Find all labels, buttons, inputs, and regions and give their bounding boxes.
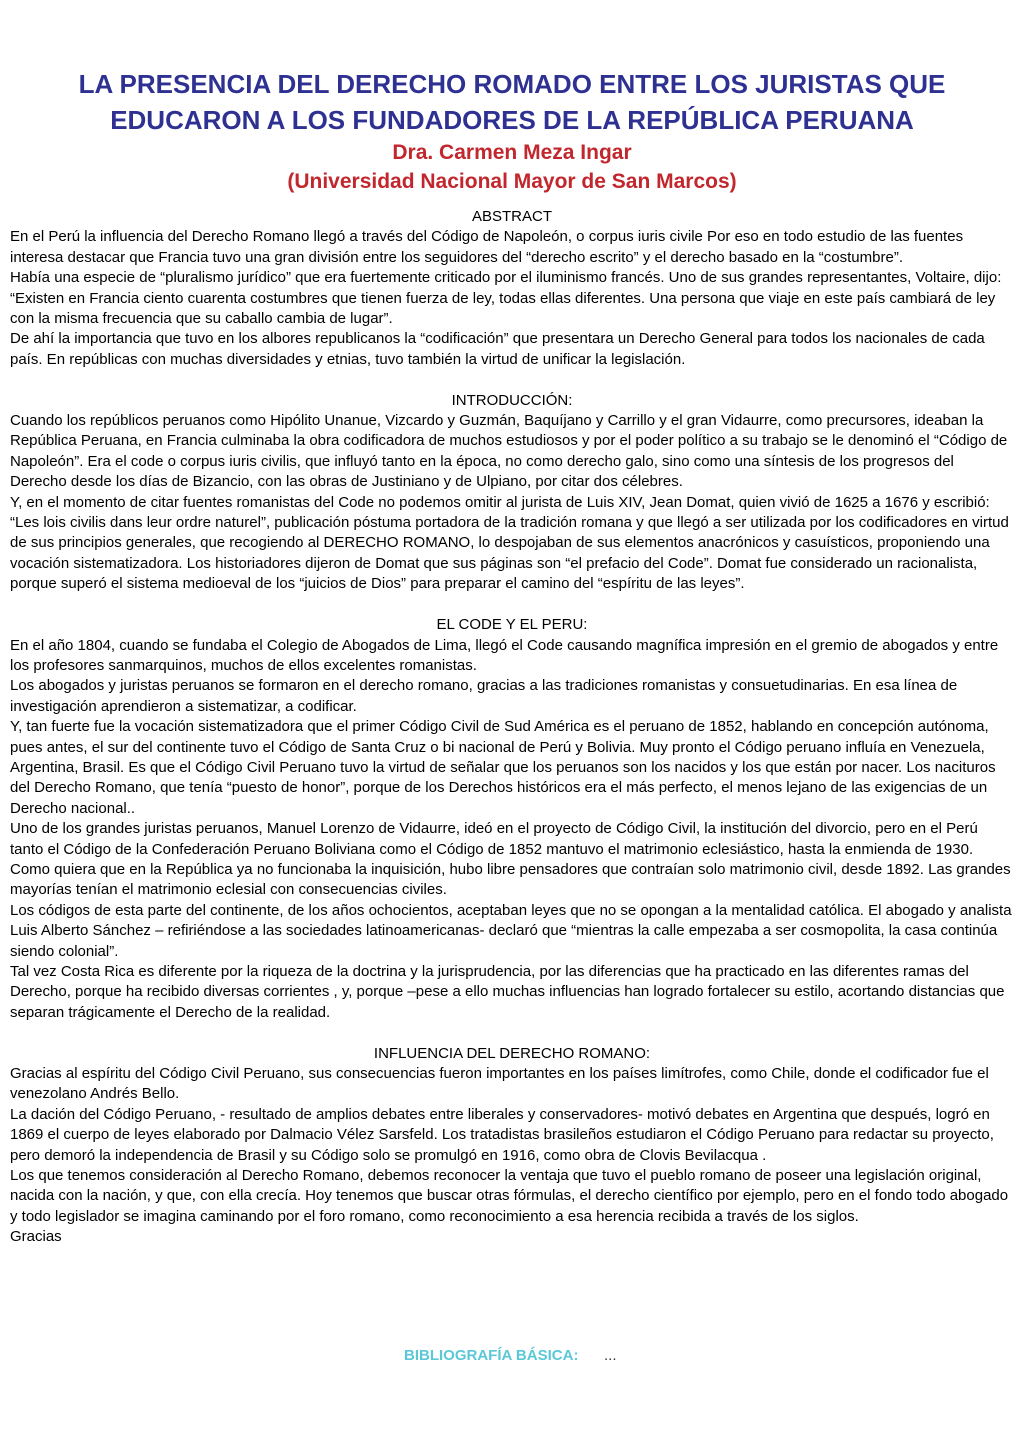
code-peru-paragraph: Los abogados y juristas peruanos se formaron en el derecho romano, gracias a las tradiciones romanistas y consuetudinarias. En esa línea de investigación aprendieron a sistematizar, a codificar. (10, 677, 958, 715)
code-peru-section (10, 615, 1014, 1023)
abstract-paragraph: De ahí la importancia que tuvo en los albores republicanos la “codificación” que presentara un Derecho General para todos los nacionales de cada país. En repúblicas con muchas diversidades y etnias, tuvo también la virtud de unificar la legislación. (10, 330, 985, 368)
code-peru-paragraph: Los códigos de esta parte del continente, de los años ochocientos, aceptaban leyes que no se opongan a la mentalidad católica. El abogado y analista Luis Alberto Sánchez – refiriéndose a las sociedades latinoamericanas- declaró que “mientras la calle empezaba a ser cosmopolita, la casa continúa siendo colonial”. (10, 901, 1012, 960)
code-peru-paragraph: Uno de los grandes juristas peruanos, Manuel Lorenzo de Vidaurre, ideó en el proyecto de Código Civil, la institución del divorcio, pero en el Perú tanto el Código de la Confederación Peruano Boliviana como el Código de 1852 mantuvo el matrimonio eclesiástico, hasta la enmienda de 1930. Como quiera que en la República ya no funcionaba la inquisición, hubo libre pensadores que contraían solo matrimonio civil, desde 1892. Las grandes mayorías tenían el matrimonio eclesial con consecuencias civiles. (10, 820, 1011, 899)
introduccion-paragraph: Cuando los repúblicos peruanos como Hipólito Unanue, Vizcardo y Guzmán, Baquíjano y Carrillo y el gran Vidaurre, como precursores, ideaban la República Peruana, en Francia culminaba la obra codificadora de muchos estudiosos y por el poder político a su trabajo se le denominó el “Código de Napoleón”. Era el code o corpus iuris civilis, que influyó tanto en la época, no como derecho galo, sino como una síntesis de los progresos del Derecho desde los días de Bizancio, con las obras de Justiniano y de Ulpiano, por citar dos célebres. (10, 412, 1008, 491)
code-peru-paragraph: Tal vez Costa Rica es diferente por la riqueza de la doctrina y la jurisprudencia, por las diferencias que ha practicado en las diferentes ramas del Derecho, porque ha recibido diversas corrientes , y, porque –pese a ello muchas influencias han logrado fortalecer su estilo, acortando distancias que separan trágicamente el Derecho de la realidad. (10, 963, 1005, 1021)
code-peru-paragraph: Y, tan fuerte fue la vocación sistematizadora que el primer Código Civil de Sud América es el peruano de 1852, hablando en concepción autónoma, pues antes, el sur del continente tuvo el Código de Santa Cruz o bi nacional de Perú y Bolivia. Muy pronto el Código peruano influía en Venezuela, Argentina, Brasil. Es que el Código Civil Peruano tuvo la virtud de señalar que los peruanos son los nacidos y los que están por nacer. Los nacituros del Derecho Romano, que tenía “puesto de honor”, porque de los Derechos históricos era el más perfecto, el menos lejano de las exigencias de un Derecho nacional.. (10, 718, 996, 817)
introduccion-heading: INTRODUCCIÓN: (451, 391, 573, 409)
influencia-paragraph: Los que tenemos consideración al Derecho Romano, debemos reconocer la ventaja que tuvo el pueblo romano de poseer una legislación original, nacida con la nación, y que, con ella crecía. Hoy tenemos que buscar otras fórmulas, el derecho científico por ejemplo, pero en el fondo todo abogado y todo legislador se imagina caminando por el foro romano, como reconocimiento a esa herencia recibida a través de los siglos. (10, 1167, 1009, 1225)
document-title: LA PRESENCIA DEL DERECHO ROMADO ENTRE LOS JURISTAS QUE EDUCARON A LOS FUNDADORES DE LA REPÚBLICA PERUANA (78, 69, 946, 135)
author-name: Dra. Carmen Meza Ingar (392, 141, 632, 164)
bibliografia-link[interactable]: BIBLIOGRAFÍA BÁSICA: (404, 1347, 579, 1364)
influencia-heading: INFLUENCIA DEL DERECHO ROMANO: (373, 1044, 651, 1062)
code-peru-paragraph: En el año 1804, cuando se fundaba el Colegio de Abogados de Lima, llegó el Code causando magnífica impresión en el gremio de abogados y entre los profesores sanmarquinos, muchos de ellos excelentes romanistas. (10, 636, 999, 674)
document-page (10, 0, 1014, 1248)
closing-line: Gracias (10, 1228, 62, 1246)
abstract-paragraph: En el Perú la influencia del Derecho Romano llegó a través del Código de Napoleón, o corpus iuris civile Por eso en todo estudio de las fuentes interesa destacar que Francia tuvo una gran división entre los seguidores del “derecho escrito” y el derecho basado en la “costumbre”. (10, 228, 964, 266)
introduccion-paragraph: Y, en el momento de citar fuentes romanistas del Code no podemos omitir al jurista de Luis XIV, Jean Domat, quien vivió de 1625 a 1676 y escribió: “Les lois civilis dans leur ordre naturel”, publicación póstuma portadora de la tradición romana y que llegó a ser utilizada por los codificadores en virtud de sus principios generales, que recogiendo al DERECHO ROMANO, lo despojaban de sus elementos anacrónicos y casuísticos, proponiendo una vocación sistematizadora. Los historiadores dijeron de Domat que sus páginas son “el prefacio del Code”. Domat fue considerado un racionalista, porque superó el sistema medioeval de los “juicios de Dios” para preparar el camino del “espíritu de las leyes”. (10, 493, 1009, 593)
author-affiliation: (Universidad Nacional Mayor de San Marcos) (287, 170, 737, 193)
abstract-section (10, 207, 1014, 370)
influencia-section (10, 1044, 1014, 1248)
footer-ellipsis: ... (604, 1347, 617, 1364)
influencia-paragraph: Gracias al espíritu del Código Civil Peruano, sus consecuencias fueron importantes en los países limítrofes, como Chile, donde el codificador fue el venezolano Andrés Bello. (10, 1065, 989, 1103)
abstract-heading: ABSTRACT (471, 208, 552, 225)
influencia-paragraph: La dación del Código Peruano, - resultado de amplios debates entre liberales y conservadores- motivó debates en Argentina que después, logró en 1869 el cuerpo de leyes elaborado por Dalmacio Vélez Sarsfeld. Los tratadistas brasileños estudiaron el Código Peruano para redactar su proyecto, pero demoró la independencia de Brasil y su Código solo se promulgó en 1916, como obra de Clovis Bevilacqua . (10, 1105, 994, 1164)
code-peru-heading: EL CODE Y EL PERU: (436, 616, 588, 634)
introduccion-section (10, 391, 1014, 595)
abstract-paragraph: Había una especie de “pluralismo jurídico” que era fuertemente criticado por el iluminismo francés. Uno de sus grandes representantes, Voltaire, dijo: (10, 269, 1002, 287)
abstract-paragraph: “Existen en Francia ciento cuarenta costumbres que tienen fuerza de ley, todas ellas diferentes. Una persona que viaje en este país cambiará de ley con la misma frecuencia que su caballo cambia de lugar”. (10, 289, 996, 328)
